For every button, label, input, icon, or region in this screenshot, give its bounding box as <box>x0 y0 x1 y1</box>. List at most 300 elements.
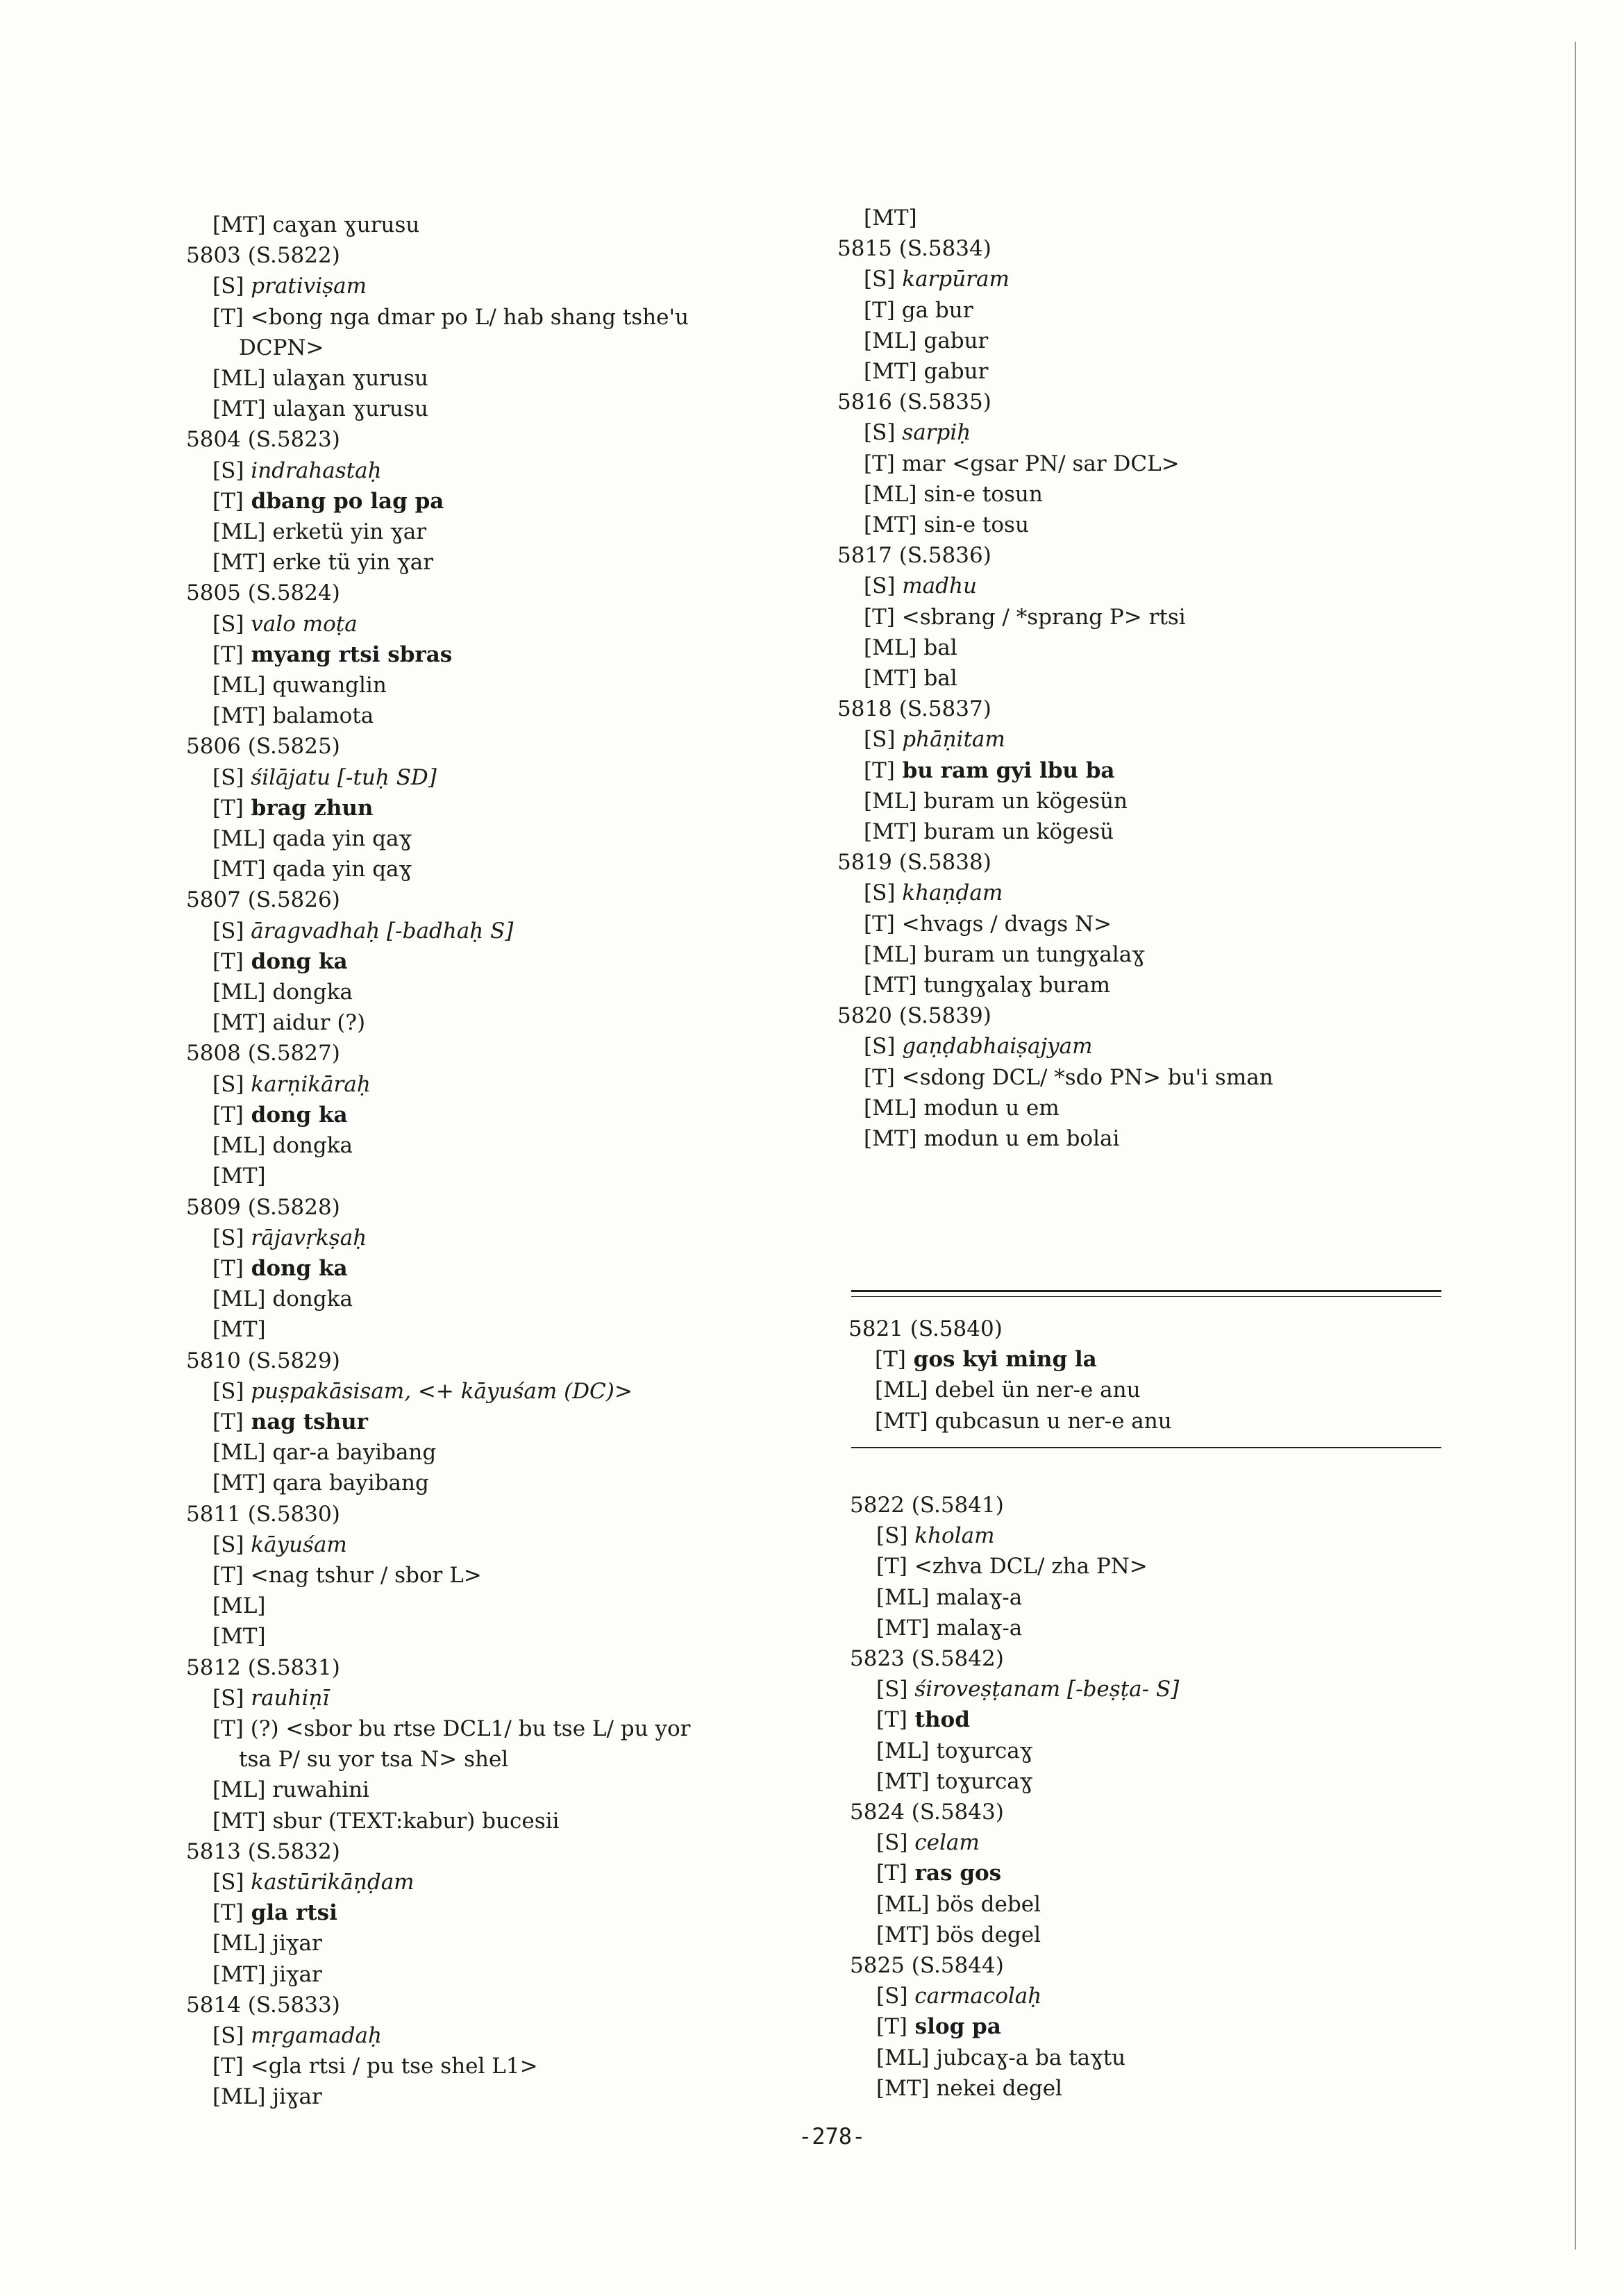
entry-line <box>837 602 1273 632</box>
entry-tag: [ML] <box>212 980 266 1005</box>
entry-number: 5809 (S.5828) <box>186 1194 340 1220</box>
entry-tag: [S] <box>876 1984 908 2009</box>
entry-text: balamota <box>265 703 374 729</box>
entry-tag: [S] <box>876 1523 908 1549</box>
entry-tag: [ML] <box>212 366 266 392</box>
entry-line <box>837 1031 1273 1062</box>
entry-line <box>186 2020 690 2051</box>
entry-line <box>850 1981 1179 2011</box>
entry-line <box>186 1591 690 1621</box>
entry-tag: [ML] <box>212 1440 266 1466</box>
entry-tag: [S] <box>864 727 896 753</box>
right-lower-column <box>850 1490 1179 2104</box>
entry-tag: [MT] <box>864 666 917 692</box>
entry-text: ulaɣan ɣurusu <box>265 396 428 422</box>
entry-line <box>186 701 690 731</box>
entry-line <box>837 571 1273 601</box>
entry-tag: [S] <box>864 1034 896 1059</box>
entry-line <box>186 639 690 670</box>
entry-tag: [MT] <box>212 703 266 729</box>
entry-text: karpūram <box>895 267 1010 292</box>
entry-line <box>186 1161 690 1191</box>
entry-text: (?) <sbor bu rtse DCL1/ bu tse L/ pu yor <box>243 1716 691 1741</box>
entry-line <box>186 1560 690 1591</box>
entry-line <box>837 939 1273 970</box>
entry-tag: [T] <box>875 1347 906 1373</box>
entry-tag: [T] <box>212 948 244 974</box>
entry-text: ras gos <box>907 1861 1002 1886</box>
entry-line <box>186 547 690 578</box>
entry-text: ruwahini <box>265 1777 369 1803</box>
entry-text: erke tü yin ɣar <box>265 550 434 576</box>
entry-line <box>186 1806 690 1836</box>
entry-line <box>186 977 690 1007</box>
entry-text: nekei degel <box>929 2075 1062 2101</box>
entry-tag: [ML] <box>212 2084 266 2110</box>
entry-tag: [S] <box>212 458 244 483</box>
entry-text: qar-a bayibang <box>265 1440 437 1466</box>
entry-line <box>837 295 1273 326</box>
entry-line <box>850 1858 1179 1888</box>
left-column <box>186 210 690 2113</box>
entry-line <box>837 663 1273 694</box>
entry-line <box>848 1344 1172 1375</box>
entry-tag: [ML] <box>864 328 917 353</box>
entry-tag: [MT] <box>876 1768 930 1794</box>
entry-line <box>186 1314 690 1345</box>
entry-text: celam <box>907 1830 980 1856</box>
entry-line <box>186 1959 690 1990</box>
entry-line <box>186 1775 690 1805</box>
entry-text: dong ka <box>243 948 348 974</box>
entry-line <box>837 417 1273 448</box>
entry-text: debel ün ner-e anu <box>928 1377 1141 1403</box>
entry-text: toɣurcaɣ <box>929 1738 1033 1763</box>
entry-text: ga bur <box>894 297 973 323</box>
entry-tag: [T] <box>212 1255 244 1281</box>
entry-number: 5821 (S.5840) <box>848 1316 1003 1341</box>
entry-text: sarpiḥ <box>895 420 971 446</box>
entry-text: malaɣ-a <box>929 1584 1023 1610</box>
entry-tag: [MT] <box>864 206 917 231</box>
entry-line <box>837 632 1273 663</box>
entry-number: 5818 (S.5837) <box>837 696 991 722</box>
entry-text: tungɣalaɣ buram <box>916 973 1111 998</box>
entry-line <box>186 2081 690 2112</box>
entry-line <box>837 1062 1273 1093</box>
entry-tag: [S] <box>212 1225 244 1250</box>
entry-tag: [ML] <box>212 1777 266 1803</box>
entry-line <box>837 878 1273 908</box>
entry-line <box>850 1736 1179 1766</box>
entry-line <box>186 1468 690 1498</box>
entry-text: myang rtsi sbras <box>243 642 453 667</box>
entry-tag: [T] <box>864 604 895 630</box>
entry-text: <gla rtsi / pu tse shel L1> <box>243 2054 538 2079</box>
entry-line <box>850 1674 1179 1704</box>
entry-line <box>850 1582 1179 1613</box>
entry-tag: [MT] <box>212 1961 266 1987</box>
entry-tag: [S] <box>212 1532 244 1557</box>
entry-line <box>837 970 1273 1000</box>
entry-text: āragvadhaḥ [-badhaḥ S] <box>244 918 514 944</box>
entry-tag: [S] <box>864 267 896 292</box>
entry-tag: [ML] <box>864 788 917 814</box>
entry-line <box>848 1375 1172 1405</box>
entry-text: bös degel <box>929 1922 1041 1947</box>
entry-number: 5810 (S.5829) <box>186 1348 340 1373</box>
entry-tag: [ML] <box>876 1584 930 1610</box>
entry-tag: [MT] <box>212 1164 266 1189</box>
entry-text: buram un kögesün <box>916 788 1128 814</box>
entry-text: <sbrang / *sprang P> rtsi <box>894 604 1186 630</box>
entry-tag: [ML] <box>212 519 266 545</box>
entry-tag: [S] <box>212 764 244 790</box>
entry-line <box>186 1407 690 1437</box>
entry-text: nag tshur <box>243 1409 368 1434</box>
entry-number: 5816 (S.5835) <box>837 389 991 415</box>
entry-text: prativiṣam <box>244 274 367 299</box>
entry-line <box>186 1376 690 1407</box>
entry-text: qada yin qaɣ <box>265 826 412 852</box>
entry-line <box>837 755 1273 786</box>
section-rule-top <box>851 1290 1441 1292</box>
entry-tag: [T] <box>876 1554 907 1579</box>
entry-number: 5804 (S.5823) <box>186 427 340 453</box>
entry-text: dongka <box>265 1287 353 1312</box>
entry-number: 5808 (S.5827) <box>186 1041 340 1066</box>
entry-tag: [ML] <box>864 941 917 967</box>
entry-number: 5820 (S.5839) <box>837 1003 991 1029</box>
entry-text: kholam <box>907 1523 995 1549</box>
entry-tag: [S] <box>876 1677 908 1702</box>
entry-tag: [ML] <box>212 673 266 698</box>
entry-number: 5812 (S.5831) <box>186 1654 340 1680</box>
section-rule-top-thin <box>851 1296 1441 1297</box>
entry-tag: [MT] <box>876 1922 930 1947</box>
entry-line <box>186 916 690 946</box>
entry-text: sin-e tosu <box>916 512 1029 538</box>
entry-text: bal <box>916 666 957 692</box>
entry-tag: [MT] <box>212 1624 266 1650</box>
entry-text: kastūrikāṇḍam <box>244 1869 415 1895</box>
entry-tag: [ML] <box>212 1931 266 1956</box>
entry-line <box>186 1867 690 1897</box>
entry-tag: [ML] <box>212 826 266 852</box>
entry-line <box>850 1551 1179 1582</box>
entry-tag: [MT] <box>212 1317 266 1343</box>
entry-text: qada yin qaɣ <box>265 857 412 882</box>
entry-tag: [T] <box>212 642 244 667</box>
entry-text: sin-e tosun <box>916 481 1043 507</box>
entry-tag: [T] <box>212 2054 244 2079</box>
entry-text: phāṇitam <box>895 727 1005 753</box>
entry-text: <sdong DCL/ *sdo PN> bu'i sman <box>894 1064 1273 1090</box>
page-number: -278- <box>798 2123 866 2150</box>
entry-number: 5814 (S.5833) <box>186 1992 340 2018</box>
entry-line <box>850 1766 1179 1797</box>
entry-text: ulaɣan ɣurusu <box>265 366 428 392</box>
entry-line <box>837 356 1273 387</box>
entry-text: mar <gsar PN/ sar DCL> <box>894 451 1180 476</box>
entry-line <box>837 449 1273 479</box>
entry-tag: [T] <box>212 1562 244 1588</box>
entry-text: <hvags / dvags N> <box>894 911 1112 937</box>
entry-tag: [MT] <box>864 359 917 385</box>
entry-tag: [MT] <box>212 550 266 576</box>
entry-line <box>186 2051 690 2081</box>
entry-line <box>186 302 690 333</box>
entry-line <box>850 2011 1179 2042</box>
entry-text: erketü yin ɣar <box>265 519 427 545</box>
entry-tag: [MT] <box>212 212 266 237</box>
entry-line <box>186 854 690 885</box>
entry-tag: [MT] <box>212 1470 266 1496</box>
entry-tag: [T] <box>864 1064 895 1090</box>
entry-text: madhu <box>895 573 977 599</box>
entry-number: 5811 (S.5830) <box>186 1501 340 1527</box>
entry-line <box>186 363 690 394</box>
entry-tag: [S] <box>212 1071 244 1097</box>
entry-text: rauhiṇī <box>244 1685 330 1711</box>
entry-line <box>837 326 1273 356</box>
entry-line <box>850 1920 1179 1950</box>
entry-text: malaɣ-a <box>929 1615 1023 1641</box>
entry-line <box>186 1007 690 1038</box>
entry-line <box>837 909 1273 939</box>
entry-number: 5817 (S.5836) <box>837 543 991 569</box>
entry-tag: [ML] <box>875 1377 928 1403</box>
entry-tag: [T] <box>876 1861 907 1886</box>
entry-tag: [MT] <box>212 857 266 882</box>
entry-line <box>186 1437 690 1468</box>
entry-text: quwanglin <box>265 673 387 698</box>
entry-text: gla rtsi <box>243 1900 337 1926</box>
entry-line <box>850 1704 1179 1735</box>
entry-line <box>850 1520 1179 1551</box>
entry-line <box>186 1100 690 1130</box>
entry-text: jiɣar <box>265 1961 322 1987</box>
entry-text: karṇikāraḥ <box>244 1071 371 1097</box>
entry-tag: [ML] <box>876 1891 930 1917</box>
entry-text: gos kyi ming la <box>905 1347 1097 1373</box>
entry-text: bös debel <box>929 1891 1041 1917</box>
entry-text: bu ram gyi lbu ba <box>894 757 1115 783</box>
entry-line <box>837 1093 1273 1123</box>
entry-line <box>186 486 690 517</box>
entry-tag: [MT] <box>864 819 917 845</box>
entry-tag: [S] <box>212 1685 244 1711</box>
entry-line <box>186 1897 690 1928</box>
entry-tag: [S] <box>876 1830 908 1856</box>
entry-text: jiɣar <box>265 2084 322 2110</box>
entry-number: 5822 (S.5841) <box>850 1493 1004 1518</box>
entry-line <box>186 1069 690 1100</box>
entry-text: dong ka <box>243 1102 348 1128</box>
entry-text: toɣurcaɣ <box>929 1768 1033 1794</box>
entry-text: sbur (TEXT:kabur) bucesii <box>265 1808 560 1834</box>
entry-number: 5825 (S.5844) <box>850 1953 1004 1979</box>
entry-tag: [MT] <box>864 973 917 998</box>
entry-number: 5823 (S.5842) <box>850 1646 1004 1672</box>
entry-tag: [MT] <box>864 1126 917 1152</box>
entry-text: buram un kögesü <box>916 819 1114 845</box>
entry-text: indrahastaḥ <box>244 458 382 483</box>
entry-line <box>186 1928 690 1959</box>
entry-line <box>186 762 690 793</box>
entry-tag: [MT] <box>876 1615 930 1641</box>
entry-text: gabur <box>916 359 989 385</box>
entry-line <box>186 670 690 701</box>
entry-tag: [S] <box>864 573 896 599</box>
entry-text: carmacolaḥ <box>907 1984 1042 2009</box>
entry-tag: [T] <box>212 1409 244 1434</box>
entry-number: 5824 (S.5843) <box>850 1800 1004 1825</box>
entry-tag: [T] <box>876 2014 907 2040</box>
entry-text: gabur <box>916 328 989 353</box>
entry-line <box>837 479 1273 510</box>
entry-tag: [S] <box>212 611 244 637</box>
entry-text: <bong nga dmar po L/ hab shang tshe'u <box>243 304 689 330</box>
entry-tag: [T] <box>212 1102 244 1128</box>
entry-line <box>186 1713 690 1744</box>
entry-text: puṣpakāsisam, <+ kāyuśam (DC)> <box>244 1378 633 1404</box>
entry-text: dong ka <box>243 1255 348 1281</box>
entry-text: caɣan ɣurusu <box>265 212 420 237</box>
boxed-section <box>848 1314 1172 1436</box>
entry-text: gaṇḍabhaiṣajyam <box>895 1034 1093 1059</box>
entry-line <box>186 517 690 547</box>
entry-line <box>837 203 1273 233</box>
entry-number: 5807 (S.5826) <box>186 887 340 913</box>
entry-line <box>186 946 690 977</box>
entry-tag: [ML] <box>864 635 917 660</box>
entry-number: 5803 (S.5822) <box>186 243 340 269</box>
entry-tag: [S] <box>212 1378 244 1404</box>
entry-line <box>186 1284 690 1314</box>
entry-tag: [T] <box>864 757 895 783</box>
entry-text: brag zhun <box>243 795 374 821</box>
entry-tag: [MT] <box>875 1408 928 1434</box>
entry-line <box>837 264 1273 294</box>
entry-line <box>837 724 1273 755</box>
entry-continuation: DCPN> <box>239 335 324 360</box>
entry-line <box>186 1530 690 1560</box>
entry-number: 5805 (S.5824) <box>186 580 340 606</box>
entry-tag: [T] <box>864 297 895 323</box>
entry-tag: [T] <box>876 1707 907 1733</box>
entry-tag: [S] <box>212 918 244 944</box>
entry-line <box>186 1223 690 1253</box>
entry-line <box>186 1621 690 1652</box>
entry-text: qara bayibang <box>265 1470 429 1496</box>
entry-tag: [MT] <box>212 1010 266 1036</box>
entry-line <box>186 455 690 486</box>
entry-tag: [ML] <box>212 1593 266 1619</box>
entry-tag: [ML] <box>876 1738 930 1763</box>
entry-tag: [T] <box>864 911 895 937</box>
entry-number: 5815 (S.5834) <box>837 236 991 262</box>
entry-tag: [T] <box>212 304 244 330</box>
entry-tag: [MT] <box>212 396 266 422</box>
entry-text: dongka <box>265 980 353 1005</box>
entry-line <box>186 793 690 823</box>
entry-tag: [T] <box>212 488 244 514</box>
entry-tag: [S] <box>212 1869 244 1895</box>
entry-tag: [S] <box>864 880 896 906</box>
section-rule-bottom <box>851 1447 1441 1448</box>
entry-tag: [MT] <box>876 2075 930 2101</box>
entry-line <box>186 210 690 240</box>
entry-line <box>186 1683 690 1713</box>
entry-number: 5806 (S.5825) <box>186 734 340 760</box>
entry-line <box>186 1253 690 1284</box>
entry-text: kāyuśam <box>244 1532 347 1557</box>
entry-line <box>848 1406 1172 1436</box>
entry-tag: [ML] <box>212 1287 266 1312</box>
entry-text: jubcaɣ-a ba taɣtu <box>929 2045 1126 2070</box>
entry-tag: [ML] <box>212 1133 266 1159</box>
entry-line <box>186 823 690 854</box>
entry-line <box>186 394 690 424</box>
entry-text: dbang po lag pa <box>243 488 444 514</box>
entry-tag: [MT] <box>212 1808 266 1834</box>
entry-text: qubcasun u ner-e anu <box>928 1408 1172 1434</box>
entry-number: 5819 (S.5838) <box>837 850 991 875</box>
entry-tag: [ML] <box>876 2045 930 2070</box>
entry-tag: [T] <box>212 1900 244 1926</box>
entry-line <box>850 2073 1179 2104</box>
entry-text: thod <box>907 1707 970 1733</box>
entry-tag: [S] <box>864 420 896 446</box>
entry-line <box>850 1613 1179 1643</box>
entry-text: aidur (?) <box>265 1010 366 1036</box>
entry-text: <zhva DCL/ zha PN> <box>907 1554 1148 1579</box>
entry-text: bal <box>916 635 957 660</box>
entry-tag: [S] <box>212 274 244 299</box>
entry-tag: [T] <box>212 1716 244 1741</box>
entry-text: mṛgamadaḥ <box>244 2022 383 2048</box>
page-edge-line <box>1575 42 1576 2249</box>
entry-line <box>850 2043 1179 2073</box>
entry-tag: [T] <box>864 451 895 476</box>
entry-continuation: tsa P/ su yor tsa N> shel <box>239 1747 509 1773</box>
entry-text: buram un tungɣalaɣ <box>916 941 1145 967</box>
entry-line <box>850 1827 1179 1858</box>
entry-line <box>837 786 1273 816</box>
entry-text: <nag tshur / sbor L> <box>243 1562 482 1588</box>
entry-line <box>837 816 1273 847</box>
entry-tag: [ML] <box>864 1095 917 1121</box>
entry-tag: [S] <box>212 2022 244 2048</box>
entry-text: dongka <box>265 1133 353 1159</box>
entry-line <box>186 271 690 301</box>
entry-text: valo moṭa <box>244 611 358 637</box>
entry-text: slog pa <box>907 2014 1001 2040</box>
entry-line <box>186 1130 690 1161</box>
entry-text: śiroveṣṭanam [-beṣṭa- S] <box>907 1677 1180 1702</box>
entry-tag: [ML] <box>864 481 917 507</box>
entry-text: śilājatu [-tuḥ SD] <box>244 764 437 790</box>
entry-tag: [T] <box>212 795 244 821</box>
entry-text: rājavṛkṣaḥ <box>244 1225 367 1250</box>
entry-line <box>837 510 1273 540</box>
entry-line <box>837 1123 1273 1154</box>
entry-text: jiɣar <box>265 1931 322 1956</box>
entry-text: modun u em bolai <box>916 1126 1120 1152</box>
entry-line <box>186 609 690 639</box>
entry-text: khaṇḍam <box>895 880 1003 906</box>
